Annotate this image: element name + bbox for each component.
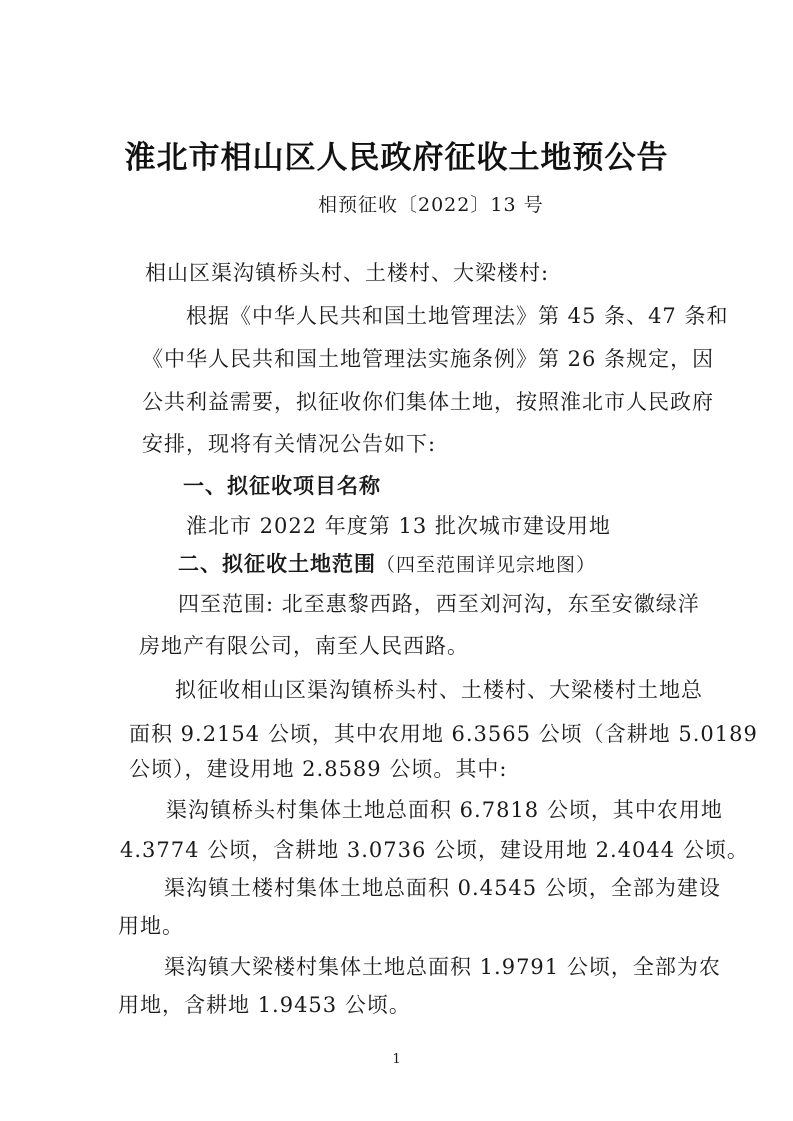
daliang-line-2: 用地，含耕地 1.9453 公顷。	[118, 993, 411, 1017]
section-2-heading-row	[178, 548, 596, 578]
section-1-heading: 一、拟征收项目名称	[183, 474, 381, 498]
daliang-line-1: 渠沟镇大梁楼村集体土地总面积 1.9791 公顷，全部为农	[164, 955, 721, 979]
section-2-heading: 二、拟征收土地范围	[178, 552, 376, 576]
qiaotou-line-2: 4.3774 公顷，含耕地 3.0736 公顷，建设用地 2.4044 公顷。	[120, 838, 749, 862]
total-area-line-3: 公顷），建设用地 2.8589 公顷。其中:	[129, 757, 508, 781]
qiaotou-line-1: 渠沟镇桥头村集体土地总面积 6.7818 公顷，其中农用地	[166, 798, 723, 822]
tulou-line-1: 渠沟镇土楼村集体土地总面积 0.4545 公顷，全部为建设	[164, 876, 721, 900]
total-area-line-2: 面积 9.2154 公顷，其中农用地 6.3565 公顷（含耕地 5.0189	[129, 722, 758, 746]
total-area-line-1: 拟征收相山区渠沟镇桥头村、土楼村、大梁楼村土地总	[175, 678, 703, 702]
document-number: 相预征收〔2022〕13 号	[318, 194, 544, 216]
section-1-content: 淮北市 2022 年度第 13 批次城市建设用地	[186, 514, 611, 538]
boundary-line-1: 四至范围: 北至惠黎西路，西至刘河沟，东至安徽绿洋	[178, 592, 700, 616]
intro-line-3: 公共利益需要，拟征收你们集体土地，按照淮北市人民政府	[142, 390, 714, 414]
intro-line-4: 安排，现将有关情况公告如下:	[142, 432, 437, 456]
intro-line-2: 《中华人民共和国土地管理法实施条例》第 26 条规定，因	[142, 347, 715, 371]
section-2-note: （四至范围详见宗地图）	[376, 554, 597, 576]
page-number: 1	[392, 1052, 401, 1067]
tulou-line-2: 用地。	[118, 914, 184, 938]
boundary-line-2: 房地产有限公司，南至人民西路。	[139, 634, 469, 658]
salutation: 相山区渠沟镇桥头村、土楼村、大梁楼村:	[145, 261, 550, 285]
document-title: 淮北市相山区人民政府征收土地预公告	[124, 140, 669, 176]
intro-line-1: 根据《中华人民共和国土地管理法》第 45 条、47 条和	[186, 304, 729, 328]
